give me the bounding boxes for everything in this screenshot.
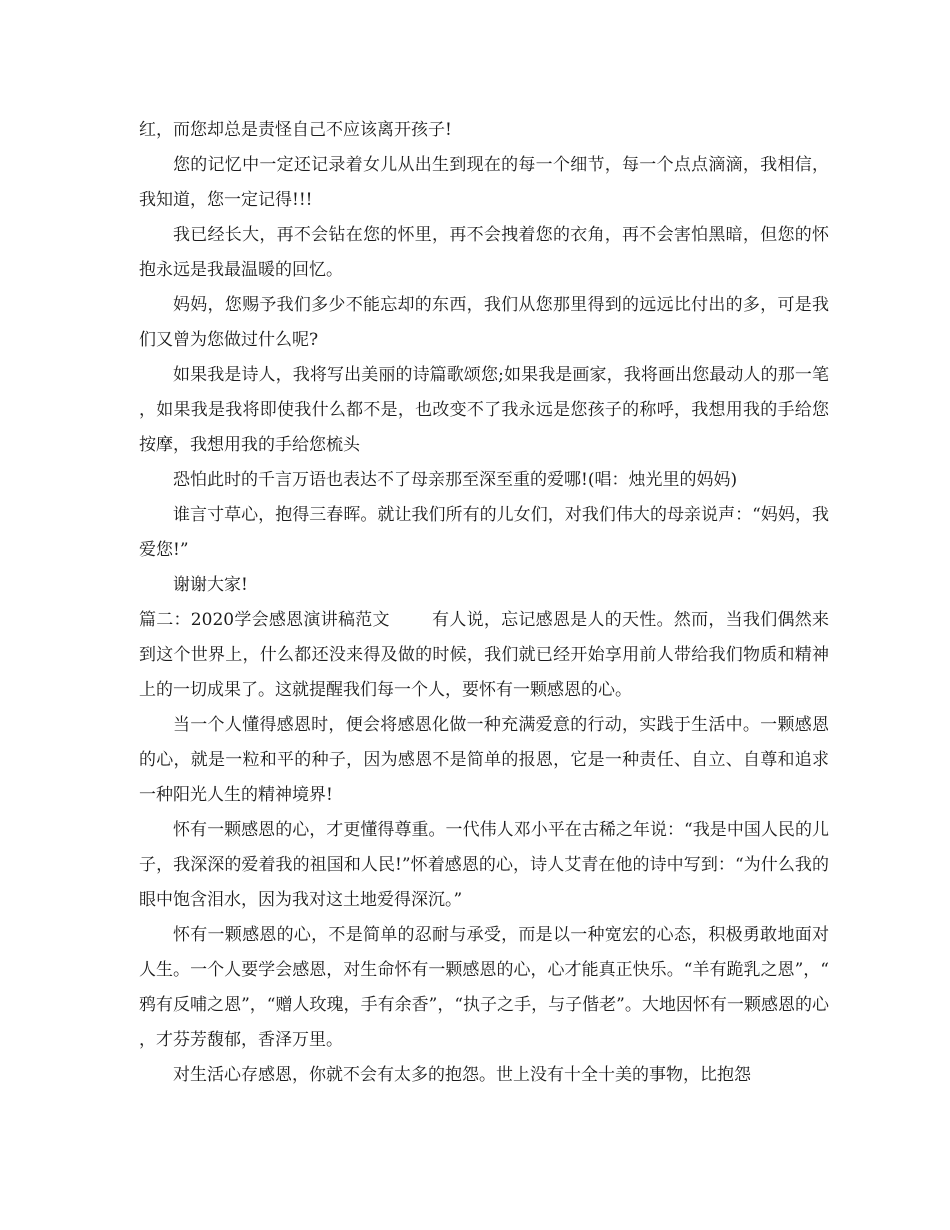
paragraph-9 <box>139 603 829 708</box>
paragraph-9-body: 有人说，忘记感恩是人的天性。然而，当我们偶然来到这个世界上，什么都还没来得及做的时候，我们就已经开始享用前人带给我们物质和精神上的一切成果了。这就提醒我们每一个人，要怀有一颗感恩的心。 <box>139 610 829 700</box>
paragraph-12: 怀有一颗感恩的心，不是简单的忍耐与承受，而是以一种宽宏的心态，积极勇敢地面对人生。一个人要学会感恩，对生命怀有一颗感恩的心，心才能真正快乐。“羊有跪乳之恩”，“鸦有反哺之恩”，“赠人玫瑰，手有余香”，“执子之手，与子偕老”。大地因怀有一颗感恩的心，才芬芳馥郁，香泽万里。 <box>139 925 829 1050</box>
paragraph-11: 怀有一颗感恩的心，才更懂得尊重。一代伟人邓小平在古稀之年说：“我是中国人民的儿子，我深深的爱着我的祖国和人民!”怀着感恩的心，诗人艾青在他的诗中写到：“为什么我的眼中饱含泪水，因为我对这土地爱得深沉。” <box>139 820 829 910</box>
paragraph-10: 当一个人懂得感恩时，便会将感恩化做一种充满爱意的行动，实践于生活中。一颗感恩的心，就是一粒和平的种子，因为感恩不是简单的报恩，它是一种责任、自立、自尊和追求一种阳光人生的精神境界! <box>139 715 829 805</box>
paragraph-6: 恐怕此时的千言万语也表达不了母亲那至深至重的爱哪!(唱：烛光里的妈妈) <box>173 470 738 490</box>
paragraph-1: 红，而您却总是责怪自己不应该离开孩子! <box>139 120 452 140</box>
paragraph-13: 对生活心存感恩，你就不会有太多的抱怨。世上没有十全十美的事物，比抱怨 <box>173 1065 751 1085</box>
paragraph-5: 如果我是诗人，我将写出美丽的诗篇歌颂您;如果我是画家，我将画出您最动人的那一笔，如果我是我将即使我什么都不是，也改变不了我永远是您孩子的称呼，我想用我的手给您按摩，我想用我的手给您梳头 <box>139 365 829 455</box>
paragraph-2: 您的记忆中一定还记录着女儿从出生到现在的每一个细节，每一个点点滴滴，我相信，我知道，您一定记得!!! <box>139 155 829 210</box>
paragraph-4: 妈妈，您赐予我们多少不能忘却的东西，我们从您那里得到的远远比付出的多，可是我们又曾为您做过什么呢? <box>139 295 829 350</box>
document-body <box>139 113 829 1093</box>
paragraph-3: 我已经长大，再不会钻在您的怀里，再不会拽着您的衣角，再不会害怕黑暗，但您的怀抱永远是我最温暖的回忆。 <box>139 225 829 280</box>
paragraph-7: 谁言寸草心，抱得三春晖。就让我们所有的儿女们，对我们伟大的母亲说声：“妈妈，我爱您!” <box>139 505 829 560</box>
paragraph-8: 谢谢大家! <box>173 575 248 595</box>
section-heading: 篇二：2020学会感恩演讲稿范文 <box>139 610 390 630</box>
